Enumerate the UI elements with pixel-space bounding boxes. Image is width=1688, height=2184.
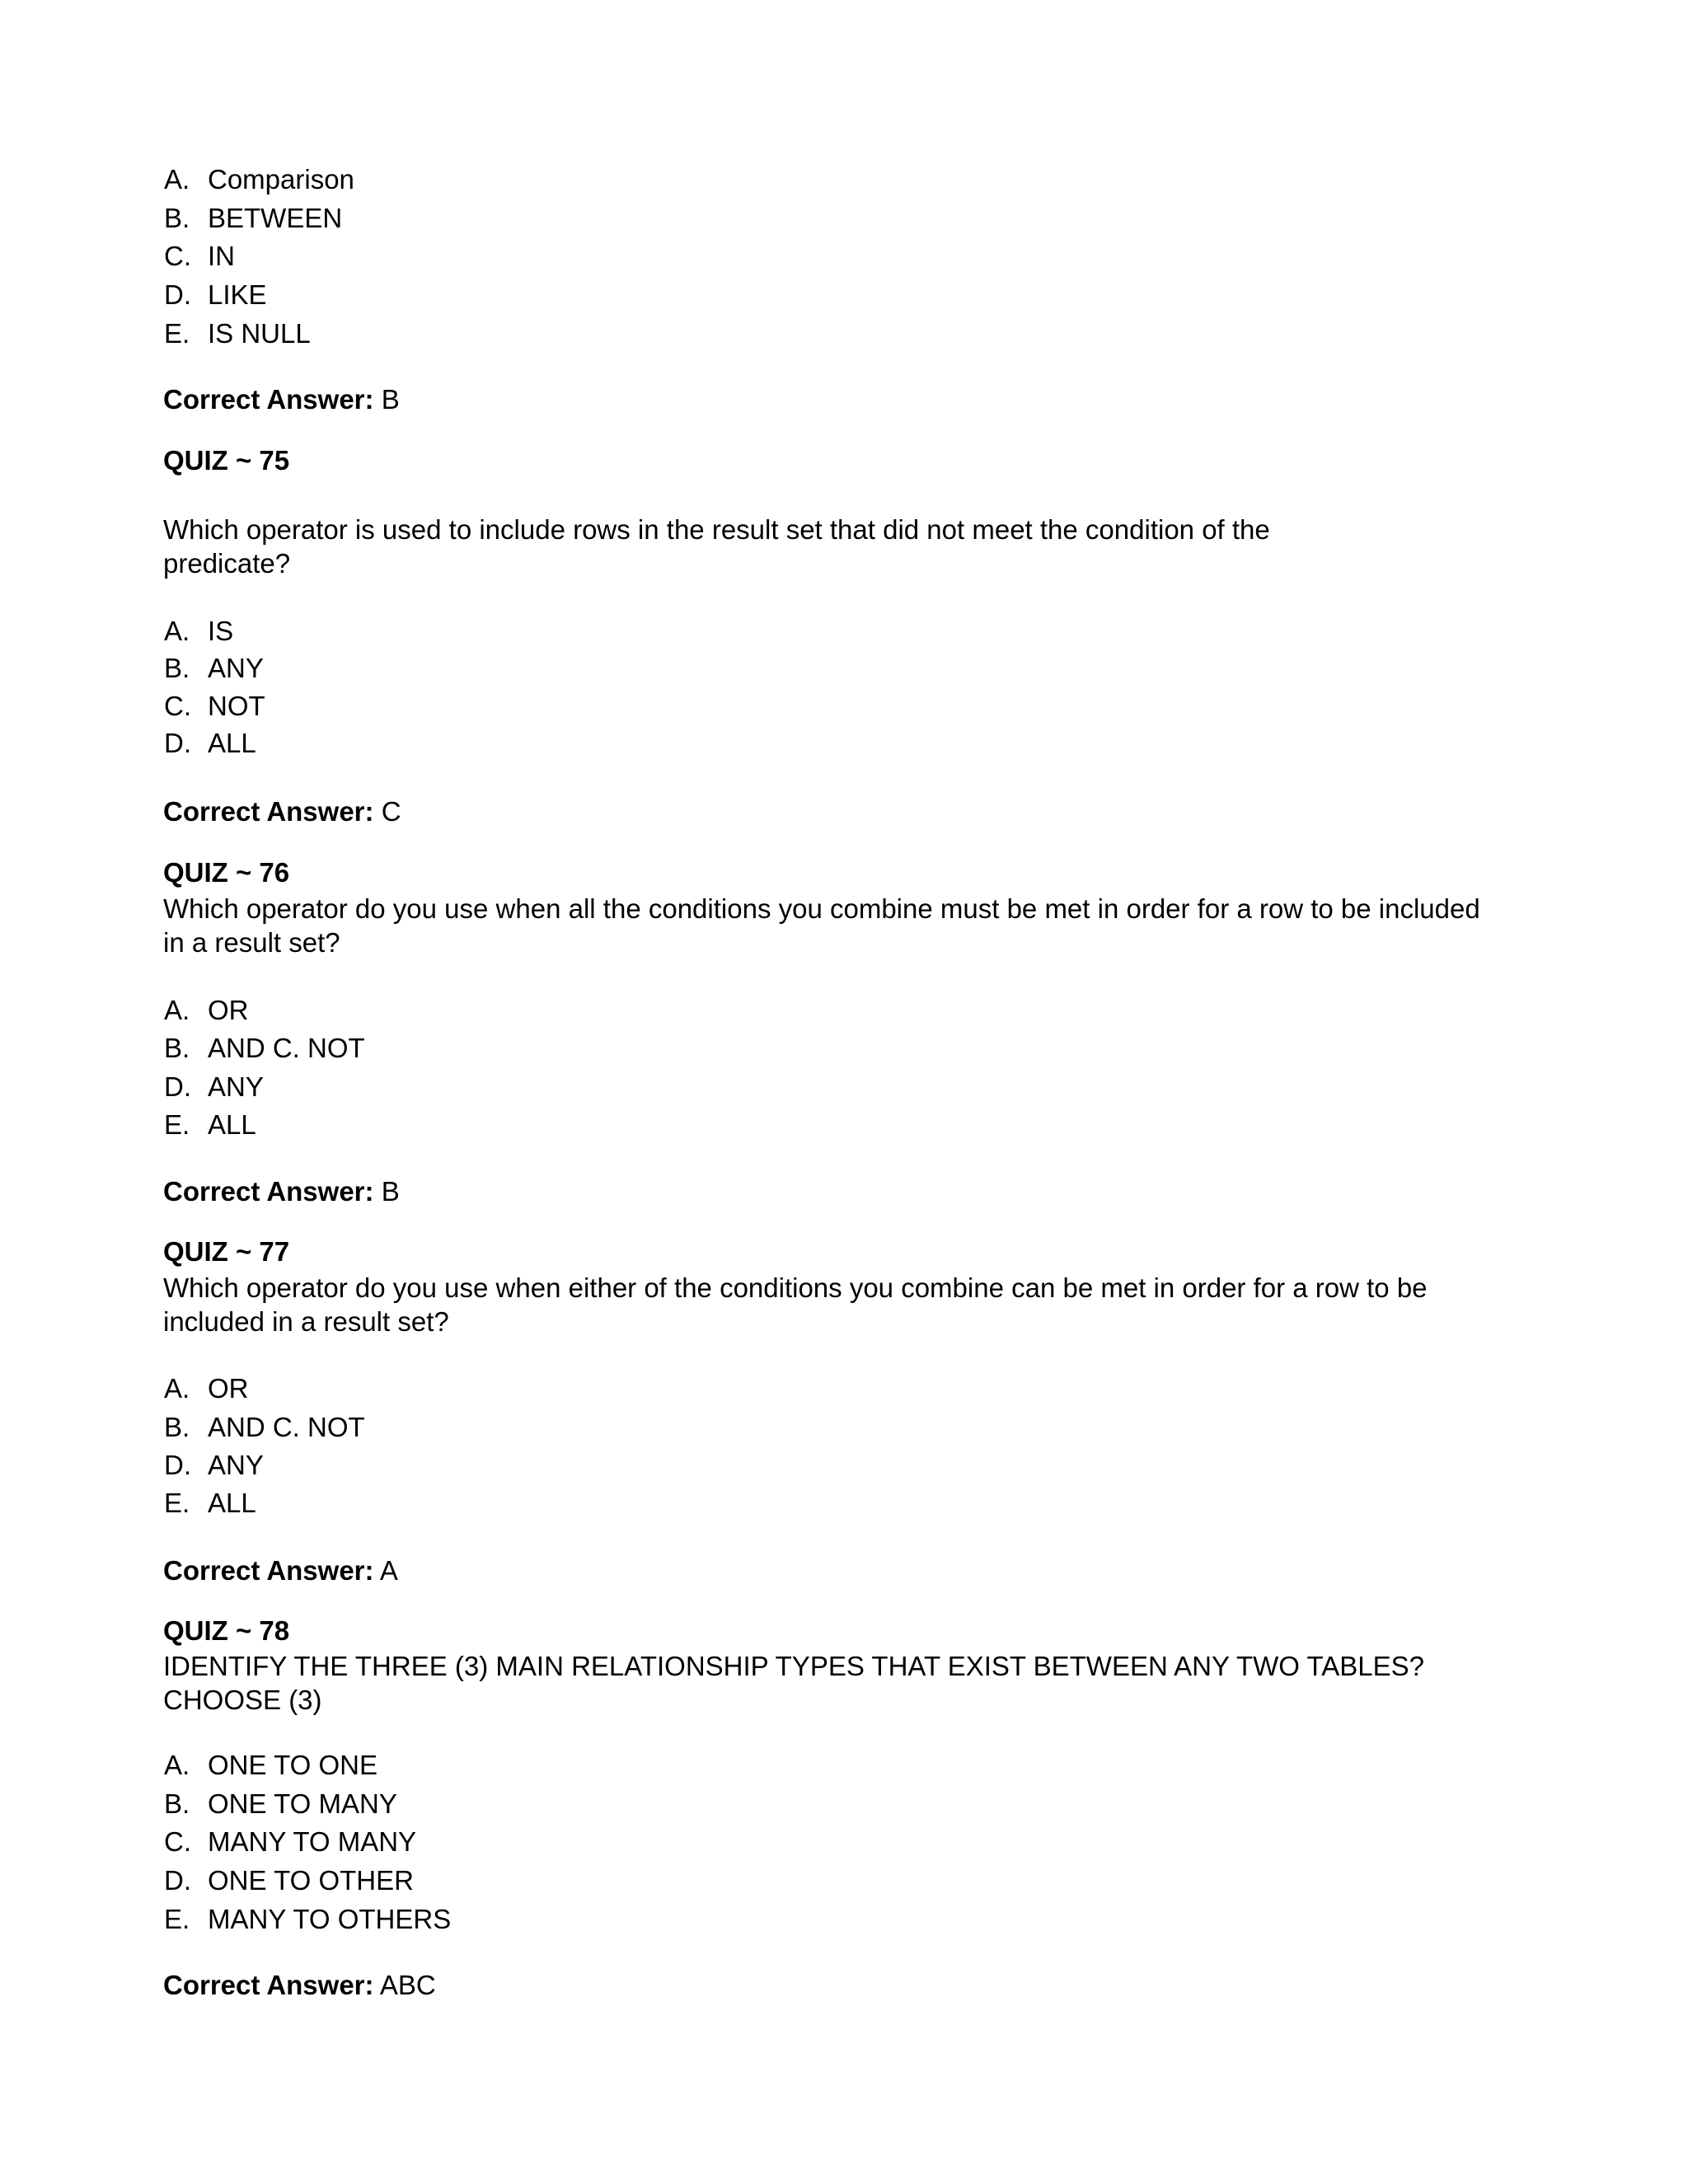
quiz-75-correct-answer: Correct Answer: C (163, 796, 401, 827)
correct-answer: Correct Answer: B (163, 384, 400, 415)
quiz-76-option-d: D. ANY (164, 1071, 264, 1102)
quiz-75-option-c: C. NOT (164, 691, 265, 721)
quiz-78-question-line-1: IDENTIFY THE THREE (3) MAIN RELATIONSHIP TYPES THAT EXIST BETWEEN ANY TWO TABLES? (163, 1651, 1424, 1681)
quiz-76-title: QUIZ ~ 76 (163, 857, 290, 888)
quiz-77-question-line-1: Which operator do you use when either of the conditions you combine can be met in order for a row to be (163, 1272, 1428, 1303)
quiz-77-option-a: A. OR (164, 1373, 249, 1404)
quiz-78-option-c: C. MANY TO MANY (164, 1826, 417, 1857)
quiz-77-option-e: E. ALL (164, 1488, 256, 1518)
quiz-75-option-b: B. ANY (164, 653, 264, 683)
option-a: A. Comparison (164, 164, 354, 194)
quiz-78-question-line-2: CHOOSE (3) (163, 1685, 322, 1715)
quiz-77-option-b: B. AND C. NOT (164, 1412, 365, 1442)
quiz-78-option-e: E. MANY TO OTHERS (164, 1904, 452, 1934)
quiz-78-option-b: B. ONE TO MANY (164, 1788, 397, 1819)
quiz-76-option-b: B. AND C. NOT (164, 1033, 365, 1063)
quiz-77-correct-answer: Correct Answer: A (163, 1555, 398, 1586)
quiz-76-question-line-2: in a result set? (163, 927, 340, 958)
option-b: B. BETWEEN (164, 203, 343, 233)
quiz-77-option-d: D. ANY (164, 1450, 264, 1480)
quiz-78-correct-answer: Correct Answer: ABC (163, 1970, 436, 2000)
option-d: D. LIKE (164, 279, 267, 310)
quiz-78-option-a: A. ONE TO ONE (164, 1750, 377, 1780)
quiz-75-title: QUIZ ~ 75 (163, 445, 290, 476)
quiz-77-question-line-2: included in a result set? (163, 1306, 449, 1337)
quiz-78-option-d: D. ONE TO OTHER (164, 1865, 414, 1896)
quiz-75-option-a: A. IS (164, 616, 234, 646)
quiz-75-question-line-2: predicate? (163, 548, 291, 579)
quiz-76-option-e: E. ALL (164, 1109, 256, 1140)
quiz-76-option-a: A. OR (164, 995, 249, 1025)
quiz-75-option-d: D. ALL (164, 728, 256, 758)
quiz-76-correct-answer: Correct Answer: B (163, 1176, 400, 1207)
quiz-76-question-line-1: Which operator do you use when all the conditions you combine must be met in order for a row to be included (163, 893, 1480, 924)
quiz-77-title: QUIZ ~ 77 (163, 1236, 290, 1267)
option-e: E. IS NULL (164, 318, 311, 349)
quiz-78-title: QUIZ ~ 78 (163, 1615, 290, 1646)
option-c: C. IN (164, 241, 235, 271)
quiz-75-question-line-1: Which operator is used to include rows in the result set that did not meet the condition of the (163, 514, 1270, 545)
